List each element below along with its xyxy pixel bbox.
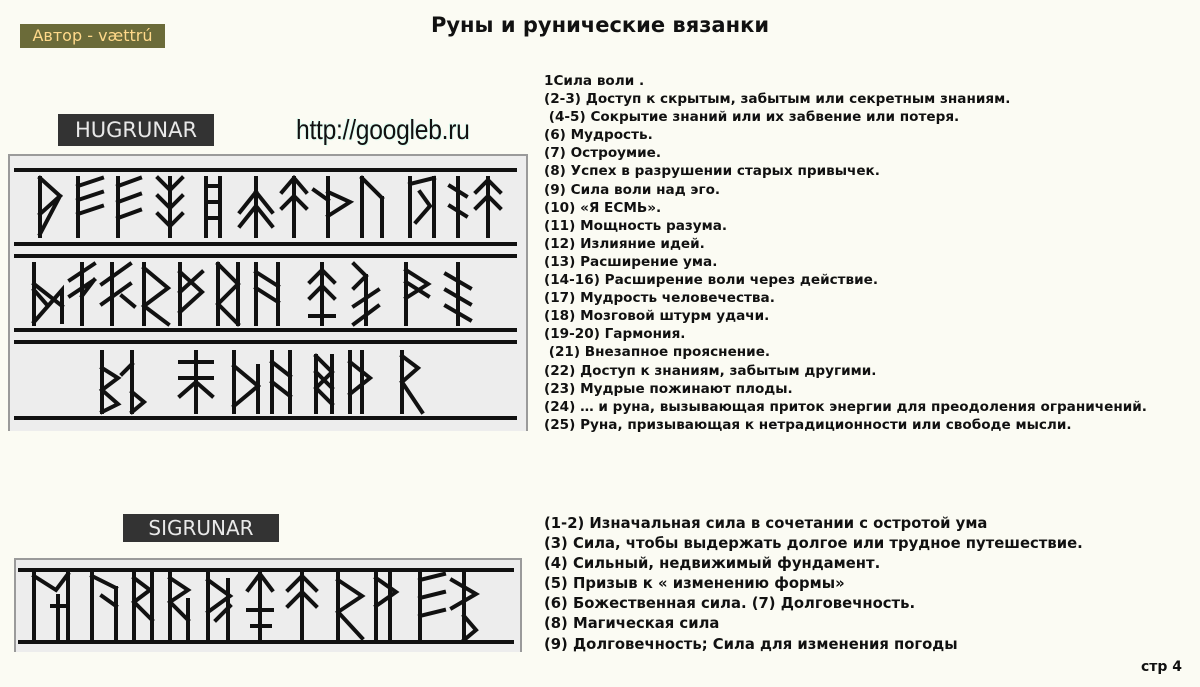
page-title: Руны и рунические вязанки [430,13,770,37]
list-item: (14-16) Расширение воли через действие. [544,272,879,289]
list-item: (1-2) Изначальная сила в сочетании с остротой ума [544,515,988,532]
list-item: (21) Внезапное прояснение. [544,344,771,361]
list-item: (23) Мудрые пожинают плоды. [544,380,793,397]
watermark-url: http://googleb.ru [296,114,470,145]
list-item: (9) Долговечность; Сила для изменения погоды [544,635,958,653]
list-item: (18) Мозговой штурм удачи. [544,308,770,325]
sigrunar-rune-panel [14,558,522,652]
list-item: (13) Расширение ума. [544,253,718,270]
list-item: (6) Божественная сила. (7) Долговечность. [544,595,916,613]
page-number: стр 4 [1140,659,1182,675]
hugrunar-rune-panel [8,154,528,431]
list-item: (22) Доступ к знаниям, забытым другими. [544,362,877,379]
list-item: 1Сила воли . [544,73,645,89]
list-item: (11) Мощность разума. [544,217,728,234]
list-item: (4-5) Сокрытие знаний или их забвение или потеря. [544,109,960,126]
list-item: (19-20) Гармония. [544,326,686,343]
list-item: (8) Магическая сила [544,615,720,633]
sigrunar-meanings-list [544,514,1083,655]
list-item: (5) Призыв к « изменению формы» [544,575,845,593]
list-item: (17) Мудрость человечества. [544,290,775,307]
sigrunar-runes-illustration [16,560,520,652]
list-item: (8) Успех в разрушении старых привычек. [544,163,880,180]
list-item: (12) Излияние идей. [544,235,705,252]
hugrunar-label: HUGRUNAR [58,114,214,146]
list-item: (10) «Я ЕСМЬ». [544,199,662,216]
list-item: (9) Сила воли над эго. [544,181,721,198]
list-item: (25) Руна, призывающая к нетрадиционности или свободе мысли. [544,416,1072,433]
author-badge: Автор - vættrú [20,24,165,48]
list-item: (6) Мудрость. [544,127,653,144]
list-item: (3) Сила, чтобы выдержать долгое или трудное путешествие. [544,535,1083,553]
sigrunar-label: SIGRUNAR [123,514,279,542]
hugrunar-meanings-list [544,72,1147,434]
list-item: (24) … и руна, вызывающая приток энергии для преодоления ограничений. [544,398,1147,415]
list-item: (7) Остроумие. [544,145,662,162]
hugrunar-runes-illustration [10,156,526,431]
list-item: (4) Сильный, недвижимый фундамент. [544,555,881,573]
list-item: (2-3) Доступ к скрытым, забытым или секретным знаниям. [544,91,1011,108]
